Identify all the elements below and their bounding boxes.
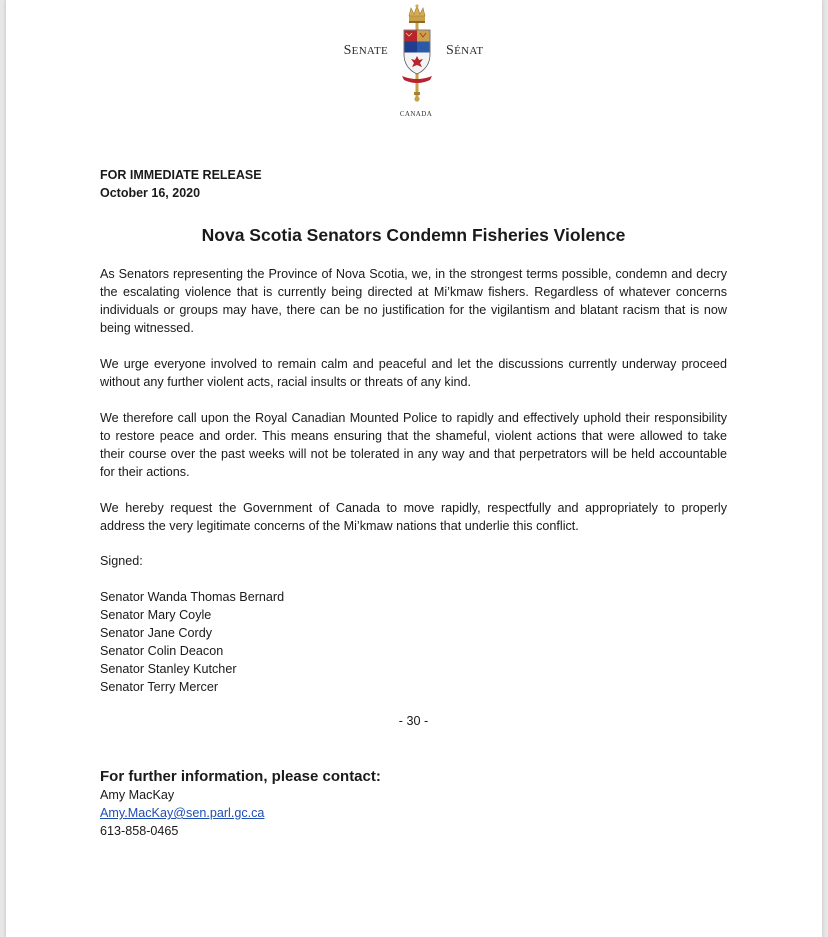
senate-french-label: SÉNAT <box>446 43 484 58</box>
paragraph: We therefore call upon the Royal Canadian Mounted Police to rapidly and effectively uphold their responsibility to restore peace and order. This means ensuring that the shameful, violent actions that were allowed to take their course over the past weeks will not be tolerated in any way and that perpetrators will be held accountable for their actions. <box>100 411 727 479</box>
canada-label: CANADA <box>399 110 433 118</box>
release-date: October 16, 2020 <box>100 186 201 200</box>
paragraph: We hereby request the Government of Canada to move rapidly, respectfully and appropriately to properly address the very legitimate concerns of the Mi’kmaw nations that underlie this conflict. <box>100 501 727 533</box>
senator-name: Senator Terry Mercer <box>100 680 219 694</box>
page-title: Nova Scotia Senators Condemn Fisheries Violence <box>201 225 626 245</box>
senator-name: Senator Colin Deacon <box>100 644 224 658</box>
signed-label: Signed: <box>100 554 143 568</box>
senator-name: Senator Stanley Kutcher <box>100 662 237 676</box>
senator-list <box>100 588 284 696</box>
senate-crest-icon <box>395 2 439 108</box>
contact-heading: For further information, please contact: <box>100 768 381 785</box>
contact-phone: 613-858-0465 <box>100 824 179 838</box>
senate-english-label: SENATE <box>343 43 388 58</box>
document-page <box>6 0 822 937</box>
senator-name: Senator Mary Coyle <box>100 608 212 622</box>
contact-email-link[interactable]: Amy.MacKay@sen.parl.gc.ca <box>100 806 265 820</box>
senator-name: Senator Wanda Thomas Bernard <box>100 590 285 604</box>
release-label: FOR IMMEDIATE RELEASE <box>100 168 262 182</box>
contact-name: Amy MacKay <box>100 788 175 802</box>
senator-name: Senator Jane Cordy <box>100 626 213 640</box>
paragraph: We urge everyone involved to remain calm and peaceful and let the discussions currently underway proceed without any further violent acts, racial insults or threats of any kind. <box>100 357 727 389</box>
end-mark: - 30 - <box>398 714 429 728</box>
paragraph: As Senators representing the Province of Nova Scotia, we, in the strongest terms possible, condemn and decry the escalating violence that is currently being directed at Mi’kmaw fishers. Regardless of whatever concerns individuals or groups may have, there can be no justification for the vigilantism and blatant racism that is now being witnessed. <box>100 267 727 335</box>
